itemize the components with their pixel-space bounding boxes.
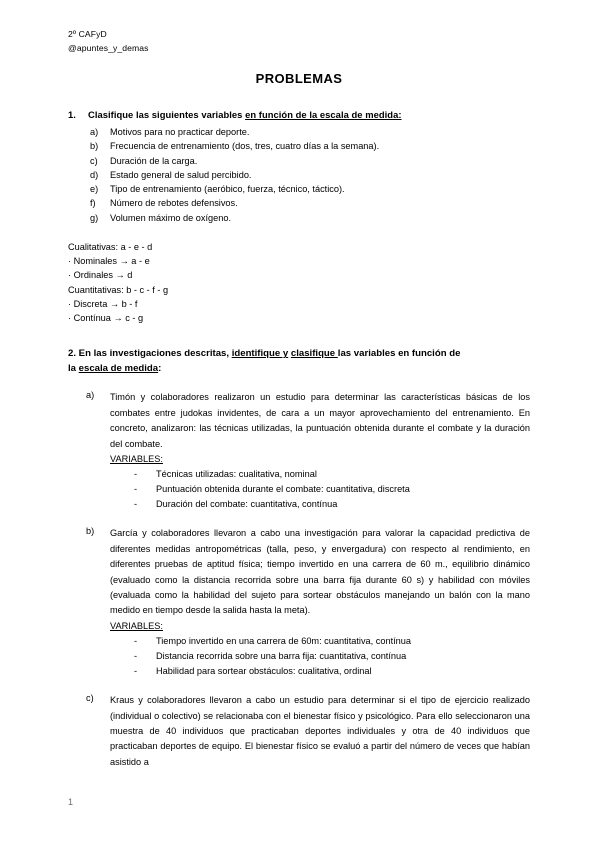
item-paragraph: Kraus y colaboradores llevaron a cabo un estudio para determinar si el tipo de ejercicio realizado (individual o colectivo) se relacionaba con el bienestar físico y psicológico. Para ello seleccionaron una muestra de 40 individuos que practicaban deportes individuales y otra de 40 individuos que practicaban deportes de equipo. El bienestar físico se evaluó a partir del número de veces que habían asistido a bbox=[110, 695, 530, 767]
list-item-label: Distancia recorrida sobre una barra fija: cuantitativa, contínua bbox=[156, 651, 407, 662]
question-2-item-c bbox=[68, 693, 530, 770]
variables-label: VARIABLES: bbox=[110, 620, 163, 631]
list-item-label: Estado general de salud percibido. bbox=[110, 169, 252, 180]
answer-line: · Discreta → b - f bbox=[68, 298, 138, 309]
question-1-number: 1. bbox=[68, 109, 76, 120]
answer-line: Cuantitativas: b - c - f - g bbox=[68, 284, 169, 295]
list-item bbox=[68, 154, 530, 168]
question-2 bbox=[68, 347, 530, 770]
answer-line: · Ordinales → d bbox=[68, 270, 133, 281]
list-item-label: Tipo de entrenamiento (aeróbico, fuerza, técnico, táctico). bbox=[110, 184, 345, 195]
list-item-marker: g) bbox=[90, 212, 99, 223]
list-item bbox=[68, 211, 530, 225]
list-item-label: Duración de la carga. bbox=[110, 155, 198, 166]
list-item bbox=[110, 634, 530, 649]
list-item-marker: c) bbox=[90, 155, 98, 166]
list-item-label: Volumen máximo de oxígeno. bbox=[110, 212, 232, 223]
list-item bbox=[68, 168, 530, 182]
list-item-marker: f) bbox=[90, 198, 96, 209]
question-2-heading-line2-end: : bbox=[158, 362, 162, 374]
list-item-label: Técnicas utilizadas: cualitativa, nominal bbox=[156, 469, 317, 480]
dash-marker: - bbox=[134, 499, 138, 510]
list-item-marker: b) bbox=[86, 526, 95, 537]
question-1-heading-text bbox=[88, 108, 402, 122]
list-item bbox=[110, 649, 530, 664]
list-item bbox=[110, 497, 530, 512]
dash-marker: - bbox=[134, 484, 138, 495]
list-item-label: Motivos para no practicar deporte. bbox=[110, 127, 250, 137]
question-1-heading bbox=[68, 108, 530, 122]
item-body bbox=[110, 390, 530, 512]
question-2-heading bbox=[68, 347, 530, 376]
list-item bbox=[110, 467, 530, 482]
item-body bbox=[110, 693, 530, 770]
question-1-heading-plain: Clasifique las siguientes variables bbox=[88, 109, 246, 120]
header-course: 2º CAFyD bbox=[68, 29, 107, 39]
item-body bbox=[110, 526, 530, 679]
question-2-heading-plain: 2. En las investigaciones descritas, bbox=[68, 348, 232, 360]
variables-list bbox=[110, 634, 530, 679]
question-2-item-a bbox=[68, 390, 530, 512]
list-item-label: Puntuación obtenida durante el combate: cuantitativa, discreta bbox=[156, 484, 410, 495]
page-number: 1 bbox=[68, 797, 74, 807]
question-2-heading-line2-underlined: escala de medida bbox=[78, 362, 159, 374]
dash-marker: - bbox=[134, 469, 138, 480]
question-2-heading-underlined-2: clasifique bbox=[290, 348, 338, 360]
answer-line: Cualitativas: a - e - d bbox=[68, 242, 153, 253]
question-2-heading-underlined-1: identifique y bbox=[231, 348, 289, 360]
list-item-marker: a) bbox=[90, 127, 99, 137]
answer-line: · Contínua → c - g bbox=[68, 313, 144, 324]
item-paragraph: García y colaboradores llevaron a cabo una investigación para valorar la capacidad predictiva de diferentes medidas antropométricas (talla, peso, y envergadura) con respecto al rendimiento, en diferentes pruebas de aptitud física; tiempo invertido en una carrera de 60 m., equilibrio dinámico (evaluado como la distancia recorrida sobre una barra fija durante 60 s) y habilidad con móviles (evaluada como la habilidad del sujeto para sortear obstáculos manejando un balón con la mano medido en tiempo desde la salida hasta la meta). bbox=[110, 528, 530, 616]
variables-label: VARIABLES: bbox=[110, 453, 163, 464]
list-item-label: Número de rebotes defensivos. bbox=[110, 198, 238, 209]
list-item-marker: a) bbox=[86, 390, 95, 401]
question-1-answer bbox=[68, 240, 530, 325]
item-paragraph: Timón y colaboradores realizaron un estudio para determinar las características básicas de los combates entre judokas invidentes, de cara a un mayor aprovechamiento del entrenamiento. En concreto, analizaron: las técnicas utilizadas, la puntuación obtenida durante el combate y la duración del combate. bbox=[110, 392, 530, 449]
question-1 bbox=[68, 108, 530, 325]
header-handle: @apuntes_y_demas bbox=[68, 42, 149, 53]
question-1-item-list bbox=[68, 125, 530, 225]
list-item bbox=[68, 125, 530, 139]
answer-line: · Nominales → a - e bbox=[68, 256, 150, 267]
question-1-heading-underlined: en función de la escala de medida: bbox=[245, 109, 402, 120]
list-item bbox=[110, 482, 530, 497]
list-item-marker: b) bbox=[90, 141, 99, 152]
page-title: PROBLEMAS bbox=[255, 71, 343, 86]
question-2-item-b bbox=[68, 526, 530, 679]
list-item bbox=[68, 182, 530, 196]
list-item bbox=[68, 196, 530, 210]
dash-marker: - bbox=[134, 666, 138, 677]
list-item-marker: e) bbox=[90, 184, 99, 195]
list-item-label: Habilidad para sortear obstáculos: cualitativa, ordinal bbox=[156, 666, 372, 677]
list-item-marker: d) bbox=[90, 169, 99, 180]
list-item-marker: c) bbox=[86, 693, 94, 704]
list-item-label: Duración del combate: cuantitativa, contínua bbox=[156, 499, 338, 510]
variables-list bbox=[110, 467, 530, 512]
question-2-heading-tail: las variables en función de bbox=[337, 348, 461, 360]
dash-marker: - bbox=[134, 636, 138, 647]
list-item bbox=[68, 139, 530, 153]
dash-marker: - bbox=[134, 651, 138, 662]
question-2-heading-line2-plain: la bbox=[68, 362, 79, 374]
list-item-label: Frecuencia de entrenamiento (dos, tres, cuatro días a la semana). bbox=[110, 141, 380, 152]
list-item-label: Tiempo invertido en una carrera de 60m: cuantitativa, contínua bbox=[156, 636, 412, 647]
list-item bbox=[110, 664, 530, 679]
page-content bbox=[68, 28, 530, 770]
